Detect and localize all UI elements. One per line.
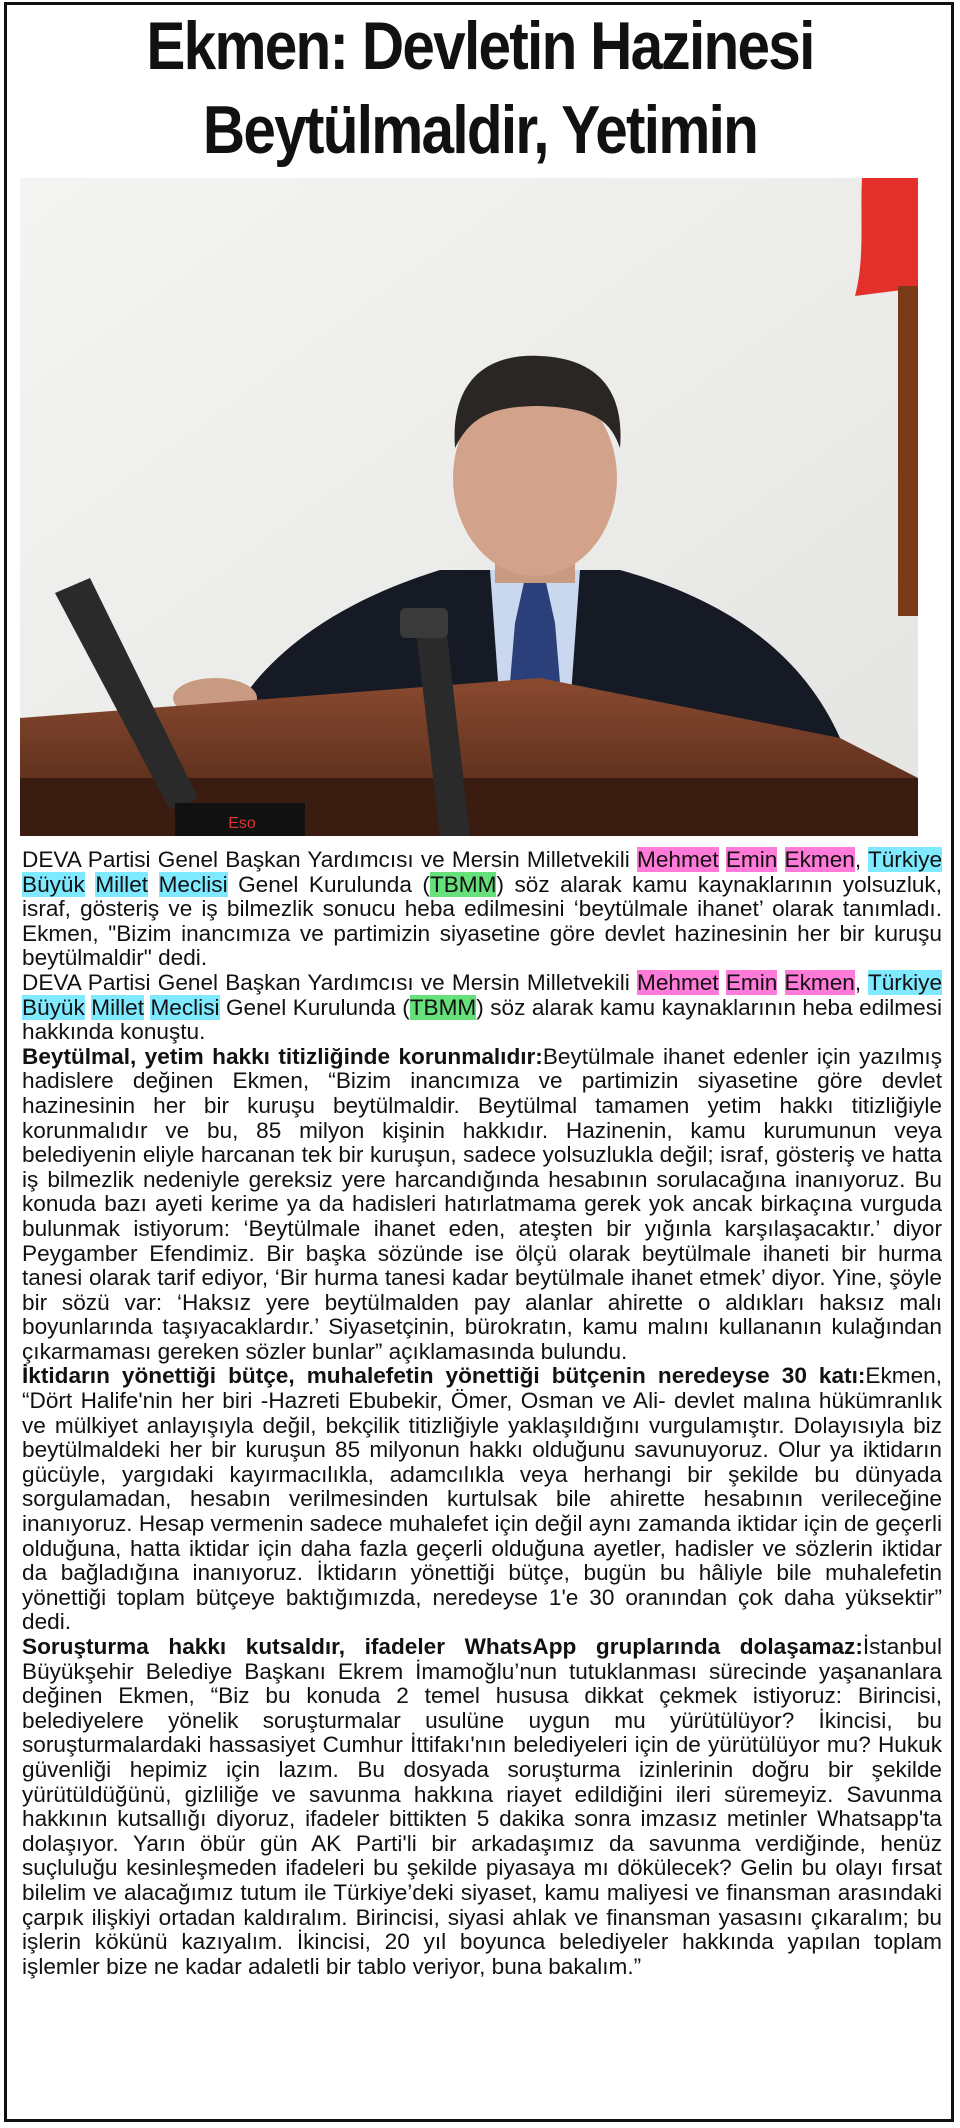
flag-shape xyxy=(855,178,918,296)
highlight-person-middle: Emin xyxy=(725,847,778,872)
highlight-parliament-3: Millet xyxy=(91,994,144,1020)
highlight-person-first: Mehmet xyxy=(637,969,719,995)
subheading-3: Soruşturma hakkı kutsaldır, ifadeler WhatsApp gruplarında dolaşamaz: xyxy=(22,1634,863,1659)
highlight-person-last: Ekmen xyxy=(784,969,855,995)
highlight-parliament-1: Türkiye xyxy=(867,969,943,995)
highlight-parliament-2: Büyük xyxy=(22,871,85,897)
highlight-abbr: TBMM xyxy=(429,871,497,897)
speaker-at-podium-illustration xyxy=(20,178,918,836)
highlight-person-middle: Emin xyxy=(725,969,778,995)
headline-line-2: Beytülmaldir, Yetimin xyxy=(202,92,758,168)
intro-paragraph-2: DEVA Partisi Genel Başkan Yardımcısı ve Mersin Milletvekili Mehmet Emin Ekmen, Türkiye Büyük Millet Meclisi Genel Kurulunda (TBMM) söz alarak kamu kaynaklarının heba edilmesi hakkında konuştu. xyxy=(22,969,943,1045)
section-paragraph-2 xyxy=(22,1364,942,1635)
section-paragraph-1 xyxy=(22,1045,942,1365)
article-body xyxy=(22,848,942,1979)
section-text-1: Beytülmale ihanet edenler için yazılmış hadislere değinen Ekmen, “Bizim inancımıza ve partimizin siyasetine göre devlet hazinesinin her bir kuruşu beytülmaldir. Beytülmal tamamen yetim hakkı titizliğiyle korunmalıdır ve bu, 85 milyon kişinin hakkıdır. Hazinenin, kamu kurumunun veya belediyenin eliyle harcanan tek bir kuruşun, sadece yolsuzlukla değil; israf, gösteriş ve hatta iş bilmezlik nedeniyle gereksiz yere harcandığında hesabının sorulacağına inanıyoruz. Bu konuda bazı ayeti kerime ya da hadisleri hatırlatmama gerek yok ancak birkaçına vurguda bulunmak istiyorum: ‘Beytülmale ihanet eden, ateşten bir yığınla karşılaşacaktır.’ diyor Peygamber Efendimiz. Bir başka sözünde ise ölçü olarak beytülmale ihaneti bir hurma tanesi olarak tarif ediyor, ‘Bir hurma tanesi kadar beytülmale ihanet etmek’ diyor. Yine, şöyle bir sözü var: ‘Haksız yere beytülmalden pay alanlar ahirette o aldıkları haksız malı boyunlarında taşıyacaklardır.’ Siyasetçinin, bürokratın, kamu malını kullananın kulağından çıkarmaması gereken sözler bunlar” açıklamasında bulundu. xyxy=(22,1043,943,1364)
section-text-3: İstanbul Büyükşehir Belediye Başkanı Ekrem İmamoğlu’nun tutuklanması sürecinde yaşananlara değinen Ekmen, “Biz bu konuda 2 temel hususa dikkat çekmek istiyoruz: Birincisi, belediyelere yönelik soruşturmalar usulüne uygun mu yürütülüyor? İkincisi, bu soruşturmalardaki hassasiyet Cumhur İttifakı'nın belediyeleri için de yürütülüyor mu? Hukuk güvenliği hepimiz için lazım. Bu dosyada soruşturma izinlerinin doğru bir şekilde yürütüldüğünü, gizliliğe ve savunma hakkına riayet edildiğini ileri süremeyiz. Savunma hakkının kutsallığı diyoruz, ifadeler bittikten 5 dakika sonra imzasız metinler Whatsapp'ta dolaşıyor. Yarın öbür gün AK Parti'li bir arkadaşımız da savunma verdiğinde, henüz suçluluğu kesinleşmeden ifadeleri bu şekilde piyasaya mı dökülecek? Gelin bu olayı fırsat bilelim ve alacağımız tutum ile Türkiye’deki siyaset, kamu maliyesi ve finansman arasındaki çarpık ilişkiyi ortadan kaldıralım. Birincisi, siyasi ahlak ve finansman yasasını çıkaralım; bu işlerin kökünü kazıyalım. İkincisi, 20 yıl boyunca belediyeler hakkında yapılan toplam işlemler bize ne kadar adaletli bir tablo veriyor, buna bakalım.” xyxy=(22,1634,942,1979)
headline-line-1: Ekmen: Devletin Hazinesi xyxy=(146,8,814,84)
podium-screen-text: Eso xyxy=(228,815,256,832)
intro-paragraph-1: DEVA Partisi Genel Başkan Yardımcısı ve Mersin Milletvekili Mehmet Emin Ekmen, Türkiye Büyük Millet Meclisi Genel Kurulunda (TBMM) söz alarak kamu kaynaklarının yolsuzluk, israf, gösteriş ve iş bilmezlik sonucu heba edilmesini ‘beytülmale ihanet’ olarak tanımladı. Ekmen, "Bizim inancımıza ve partimizin siyasetine göre devlet hazinesinin her bir kuruşu beytülmaldir" dedi. xyxy=(22,847,943,971)
highlight-person-first: Mehmet xyxy=(637,847,719,872)
highlight-abbr: TBMM xyxy=(409,994,477,1020)
subheading-1: Beytülmal, yetim hakkı titizliğinde korunmalıdır: xyxy=(22,1043,543,1069)
highlight-parliament-2: Büyük xyxy=(22,994,85,1020)
section-text-2: Ekmen, “Dört Halife'nin her biri -Hazreti Ebubekir, Ömer, Osman ve Ali- devlet malına hükümranlık ve mülkiyet anlayışıyla değil, bekçilik titizliğiyle yaklaşıldığını vurgulamıştır. Dolayısıyla biz beytülmaldeki her bir kuruşun 85 milyonun hakkı olduğunu savunuyoruz. Olur ya iktidarın gücüyle, yargıdaki kayırmacılıkla, adamcılıkla veya herhangi bir şekilde bu dünyada sorgulamadan, hesabın verilmesinden kurtulsak bile ahirette hesabının verileceğine inanıyoruz. Hesap vermenin sadece muhalefet için değil aynı zamanda iktidar için de geçerli olduğuna, hatta iktidar için daha fazla geçerli olduğuna ayetler, hadisler ve sözlerin iktidar da bağladığına inanıyoruz. İktidarın yönettiği bütçe, bugün bu hâliyle bile muhalefetin yönettiği toplam bütçeye baktığımızda, neredeyse 1'e 30 oranından çok daha yüksektir” dedi. xyxy=(22,1363,942,1635)
subheading-2: İktidarın yönettiği bütçe, muhalefetin yönettiği bütçenin neredeyse 30 katı: xyxy=(22,1363,866,1389)
highlight-person-last: Ekmen xyxy=(784,847,855,872)
section-paragraph-3 xyxy=(22,1635,942,1979)
highlight-parliament-1: Türkiye xyxy=(867,847,943,872)
highlight-parliament-3: Millet xyxy=(95,871,149,897)
highlight-parliament-4: Meclisi xyxy=(150,994,220,1020)
highlight-parliament-4: Meclisi xyxy=(158,871,228,897)
article-photo xyxy=(20,178,918,836)
